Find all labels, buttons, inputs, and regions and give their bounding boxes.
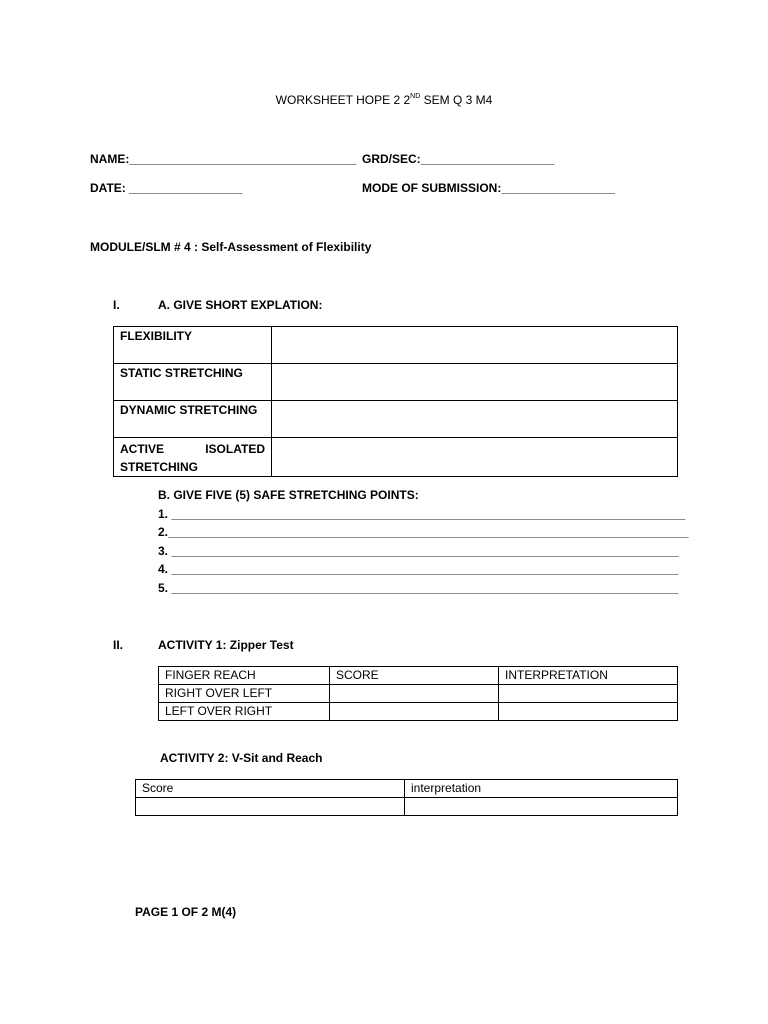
answer-cell — [272, 438, 678, 477]
table-row — [114, 364, 678, 401]
table-row — [136, 780, 678, 798]
header-cell: interpretation — [405, 780, 678, 798]
activity-1-heading: ACTIVITY 1: Zipper Test — [158, 638, 294, 652]
part-a-heading: A. GIVE SHORT EXPLATION: — [158, 298, 323, 312]
score-cell — [136, 798, 405, 816]
answer-cell — [272, 327, 678, 364]
row-label-cell: LEFT OVER RIGHT — [159, 703, 330, 721]
header-cell: FINGER REACH — [159, 667, 330, 685]
stretching-point-2: 2.______________________________________________________________________________ — [158, 525, 689, 539]
section-1-numeral: I. — [113, 298, 120, 312]
term-cell: FLEXIBILITY — [114, 327, 272, 364]
zipper-test-table — [158, 666, 678, 721]
table-row — [136, 798, 678, 816]
interpretation-cell — [499, 685, 678, 703]
explanation-table — [113, 326, 678, 477]
term-cell: STATIC STRETCHING — [114, 364, 272, 401]
table-row — [159, 667, 678, 685]
stretching-point-4: 4. ____________________________________________________________________________ — [158, 562, 679, 576]
section-2-numeral: II. — [113, 638, 124, 652]
table-row — [114, 327, 678, 364]
worksheet-title: WORKSHEET HOPE 2 2ND SEM Q 3 M4 — [275, 93, 493, 107]
grd-sec-field: GRD/SEC:____________________ — [362, 152, 555, 166]
mode-of-submission-field: MODE OF SUBMISSION:_________________ — [362, 181, 615, 195]
table-row — [114, 401, 678, 438]
term-cell: DYNAMIC STRETCHING — [114, 401, 272, 438]
header-cell: SCORE — [330, 667, 499, 685]
row-label-cell: RIGHT OVER LEFT — [159, 685, 330, 703]
header-cell: INTERPRETATION — [499, 667, 678, 685]
answer-cell — [272, 364, 678, 401]
page-footer: PAGE 1 OF 2 M(4) — [135, 905, 237, 919]
interpretation-cell — [499, 703, 678, 721]
table-row — [159, 703, 678, 721]
stretching-point-3: 3. ____________________________________________________________________________ — [158, 544, 679, 558]
stretching-point-5: 5. ____________________________________________________________________________ — [158, 581, 679, 595]
table-row — [159, 685, 678, 703]
interpretation-cell — [405, 798, 678, 816]
part-b-heading: B. GIVE FIVE (5) SAFE STRETCHING POINTS: — [158, 488, 419, 502]
header-cell: Score — [136, 780, 405, 798]
score-cell — [330, 685, 499, 703]
score-cell — [330, 703, 499, 721]
name-field: NAME:__________________________________ — [90, 152, 357, 166]
term-cell: ACTIVE ISOLATED STRETCHING — [114, 438, 272, 477]
v-sit-table — [135, 779, 678, 816]
table-row — [114, 438, 678, 477]
module-heading: MODULE/SLM # 4 : Self-Assessment of Flexibility — [90, 240, 372, 254]
stretching-point-1: 1. _____________________________________________________________________________ — [158, 507, 686, 521]
activity-2-heading: ACTIVITY 2: V-Sit and Reach — [160, 751, 323, 765]
answer-cell — [272, 401, 678, 438]
date-field: DATE: _________________ — [90, 181, 243, 195]
